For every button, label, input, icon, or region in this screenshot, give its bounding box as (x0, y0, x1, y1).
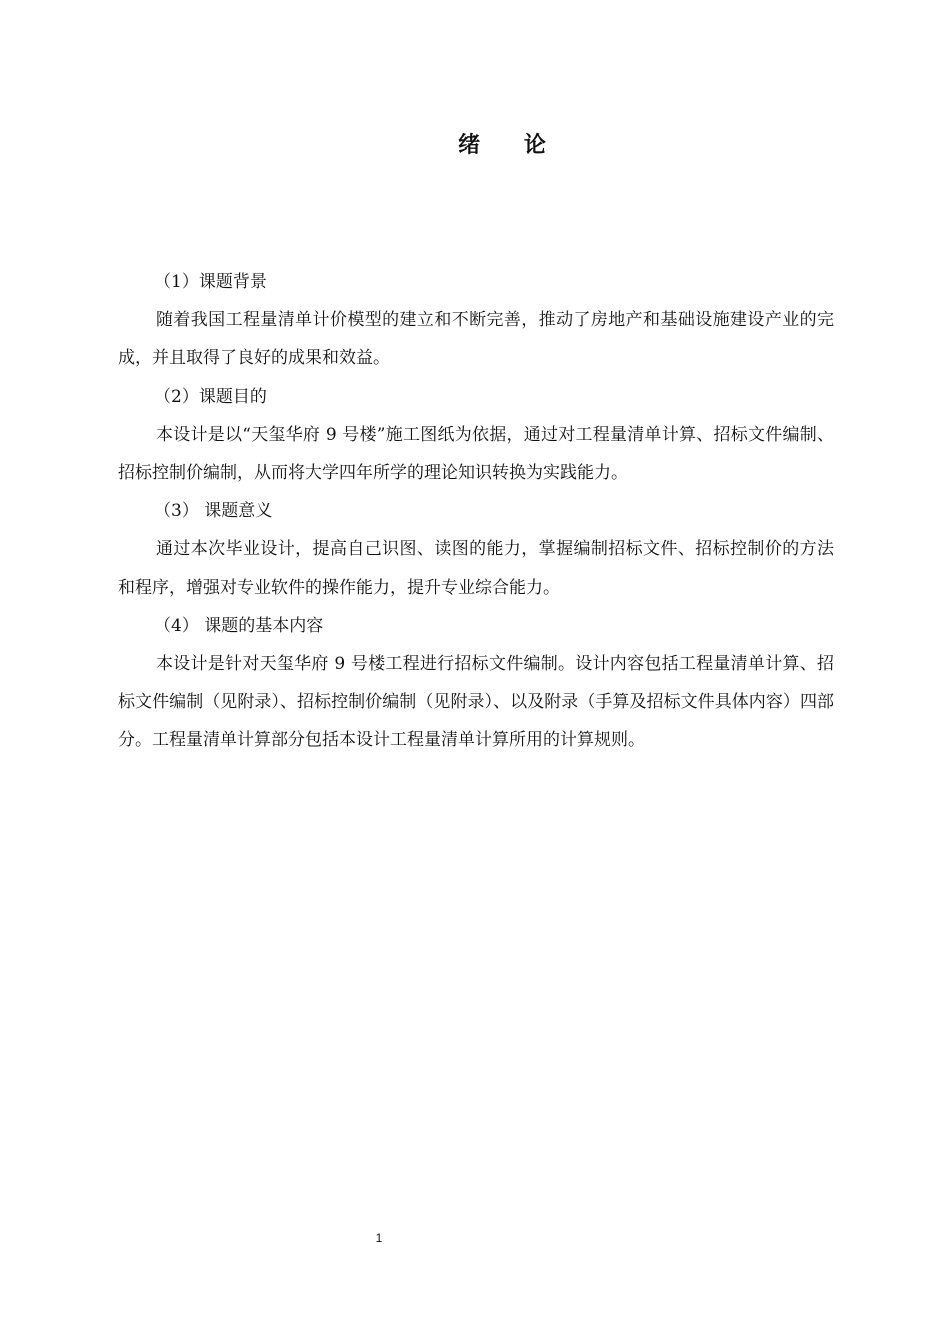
section-paragraph-background: 随着我国工程量清单计价模型的建立和不断完善，推动了房地产和基础设施建设产业的完成，并且取得了良好的成果和效益。 (118, 310, 834, 369)
section-heading-purpose: （2）课题目的 (154, 386, 267, 407)
section-heading-content: （4） 课题的基本内容 (154, 615, 324, 636)
section-paragraph-purpose: 本设计是以“天玺华府 9 号楼”施工图纸为依据，通过对工程量清单计算、招标文件编制、招标控制价编制，从而将大学四年所学的理论知识转换为实践能力。 (118, 424, 834, 484)
section-paragraph-significance: 通过本次毕业设计，提高自己识图、读图的能力，掌握编制招标文件、招标控制价的方法和程序，增强对专业软件的操作能力，提升专业综合能力。 (118, 539, 834, 598)
document-body (118, 263, 834, 760)
section-heading-background: （1）课题背景 (154, 272, 267, 292)
page-number: 1 (375, 1231, 383, 1245)
section-paragraph-content: 本设计是针对天玺华府 9 号楼工程进行招标文件编制。设计内容包括工程量清单计算、招标文件编制（见附录）、招标控制价编制（见附录）、以及附录（手算及招标文件具体内容）四部分。工程量清单计算部分包括本设计工程量清单计算所用的计算规则。 (118, 654, 834, 751)
page-title: 绪 论 (458, 133, 564, 158)
section-heading-significance: （3） 课题意义 (154, 501, 273, 522)
